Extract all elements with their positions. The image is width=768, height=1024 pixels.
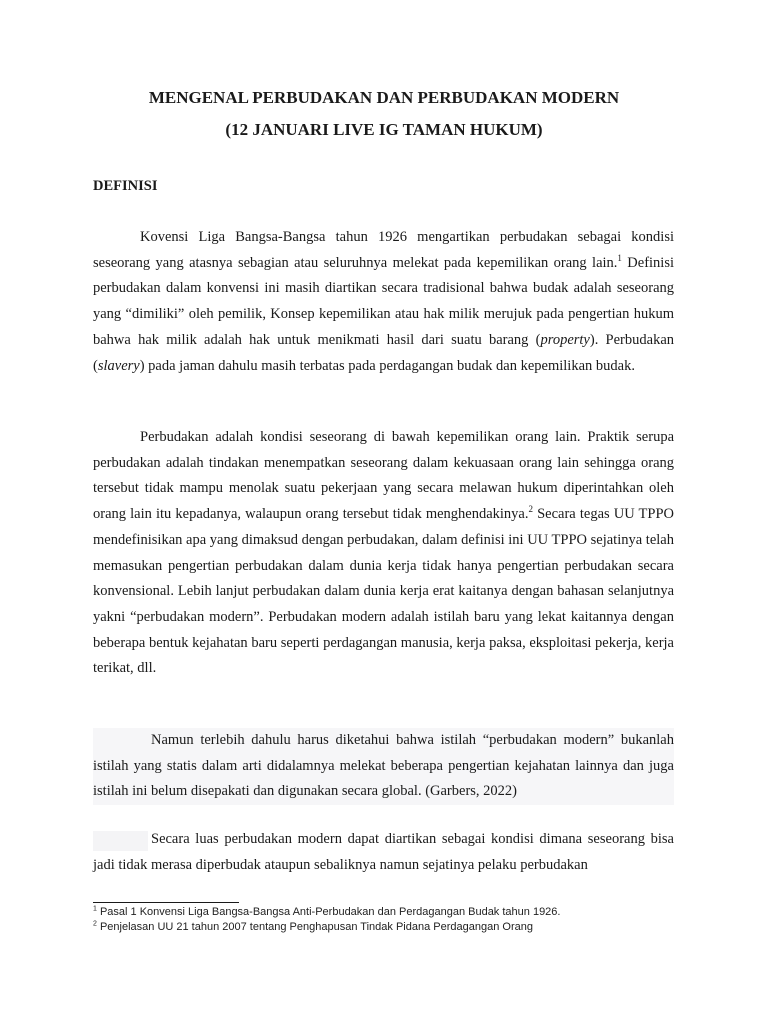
paragraph-modern-slavery-term: Namun terlebih dahulu harus diketahui bahwa istilah “perbudakan modern” bukanlah istilah yang statis dalam arti didalamnya melekat beberapa pengertian kejahatan lainnya dan juga istilah ini belum disepakati dan digunakan secara global. (Garbers, 2022): [93, 728, 674, 805]
footnote-text: Pasal 1 Konvensi Liga Bangsa-Bangsa Anti-Perbudakan dan Perdagangan Budak tahun 1926.: [96, 906, 561, 918]
footnote-1: [93, 905, 693, 920]
paragraph-text: ) pada jaman dahulu masih terbatas pada perdagangan budak dan kepemilikan budak.: [139, 357, 635, 374]
italic-term: property: [540, 331, 590, 348]
paragraph-text: Perbudakan adalah kondisi seseorang di bawah kepemilikan orang lain. Praktik serupa perbudakan adalah tindakan menempatkan seseorang dalam kekuasaan orang lain sehingga orang tersebut tidak mampu menolak suatu pekerjaan yang secara melawan hukum diperintahkan oleh orang lain itu kepadanya, walaupun orang tersebut tidak menghendakinya.: [93, 429, 674, 523]
footnote-reference: 1: [617, 252, 622, 263]
paragraph-definition-1: [93, 225, 674, 379]
footnote-reference: 2: [528, 504, 533, 515]
document-title: MENGENAL PERBUDAKAN DAN PERBUDAKAN MODERN: [148, 88, 620, 107]
footnote-2: [93, 920, 693, 935]
footnote-text: Penjelasan UU 21 tahun 2007 tentang Penghapusan Tindak Pidana Perdagangan Orang: [96, 921, 533, 933]
paragraph-text: ). Perbudakan (: [93, 331, 675, 374]
section-heading: DEFINISI: [93, 178, 158, 194]
footnotes: [93, 905, 693, 935]
paragraph-text: Definisi perbudakan dalam konvensi ini masih diartikan secara tradisional bahwa budak adalah seseorang yang “dimiliki” oleh pemilik, Konsep kepemilikan atau hak milik merujuk pada pengertian hukum bahwa hak milik adalah hak untuk menikmati hasil dari suatu barang (: [93, 254, 674, 348]
paragraph-definition-2: [93, 425, 674, 682]
footnote-number: 1: [93, 905, 97, 913]
italic-term: slavery: [97, 357, 140, 374]
footnote-separator: [93, 902, 239, 903]
paragraph-text: Secara tegas UU TPPO mendefinisikan apa yang dimaksud dengan perbudakan, dalam definisi ini UU TPPO sejatinya telah memasukan pengertian perbudakan dalam dunia kerja tidak hanya pengertian perbudakan secara konvensional. Lebih lanjut perbudakan dalam dunia kerja erat kaitanya dengan bahasan selanjutnya yakni “perbudakan modern”. Perbudakan modern adalah istilah baru yang lekat kaitannya dengan beberapa bentuk kejahatan baru seperti perdagangan manusia, kerja paksa, eksploitasi pekerja, kerja terikat, dll.: [93, 506, 674, 677]
footnote-number: 2: [93, 920, 97, 928]
paragraph-modern-slavery-definition: Secara luas perbudakan modern dapat diartikan sebagai kondisi dimana seseorang bisa jadi tidak merasa diperbudak ataupun sebaliknya namun sejatinya pelaku perbudakan: [93, 831, 674, 873]
document-subtitle: (12 JANUARI LIVE IG TAMAN HUKUM): [225, 120, 543, 139]
paragraph-text: Kovensi Liga Bangsa-Bangsa tahun 1926 mengartikan perbudakan sebagai kondisi seseorang yang atasnya sebagian atau seluruhnya melekat pada kepemilikan orang lain.: [93, 229, 674, 271]
